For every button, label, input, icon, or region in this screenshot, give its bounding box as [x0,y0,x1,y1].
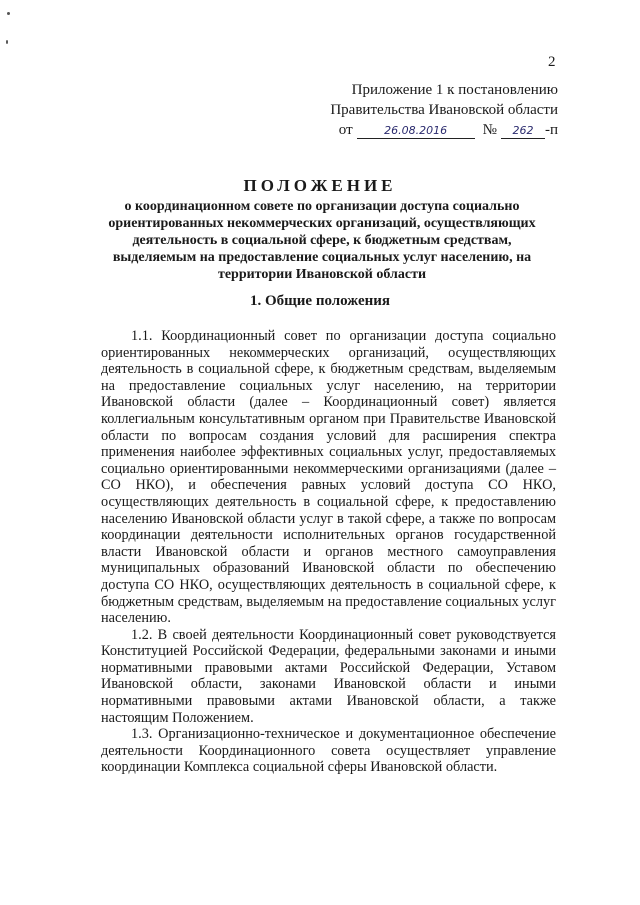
paragraph-1-3: 1.3. Организационно-техническое и документационное обеспечение деятельности Координационного совета осуществляет управление координации Комплекса социальной сферы Ивановской области. [101,726,556,776]
handwritten-date: 26.08.2016 [357,123,475,139]
number-sign: № [482,122,497,138]
appendix-date-row [330,120,558,140]
handwritten-number: 262 [501,123,545,139]
page-number: 2 [548,54,556,70]
document-title: ПОЛОЖЕНИЕ [243,176,397,195]
document-body [101,328,556,776]
scan-speck [7,12,10,15]
scan-speck [6,40,8,44]
appendix-block [330,80,558,140]
appendix-line-2: Правительства Ивановской области [330,102,558,118]
paragraph-1-2: 1.2. В своей деятельности Координационный совет руководствуется Конституцией Российской Федерации, федеральными законами и иными нормативными правовыми актами Российской Федерации, Уставом Ивановской области, законами Ивановской области и иными нормативными правовыми актами Ивановской области, а также настоящим Положением. [101,626,556,726]
number-suffix: -п [544,122,558,138]
section-heading: 1. Общие положения [249,293,391,309]
document-subtitle: о координационном совете по организации доступа социально ориентированных некоммерческих организаций, осуществляющих деятельность в социальной сфере, к бюджетным средствам, выделяемым на предоставление социальных услуг населению, на территории Ивановской области [108,199,536,282]
paragraph-1-1: 1.1. Координационный совет по организации доступа социально ориентированных некоммерческих организаций, осуществляющих деятельность в социальной сфере, к бюджетным средствам, выделяемым на предоставление социальных услуг населению, на территории Ивановской области (далее – Координационный совет) является коллегиальным консультативным органом при Правительстве Ивановской области по вопросам создания условий для расширения спектра применения наиболее эффективных социальных услуг, предоставляемых социально ориентированными некоммерческими организациями (далее – СО НКО), и обеспечения равных условий доступа СО НКО, осуществляющих деятельность в социальной сфере, к предоставлению населению Ивановской области услуг в такой сфере, а также по вопросам координации деятельности исполнительных органов государственной власти Ивановской области и органов местного самоуправления муниципальных образований Ивановской области по обеспечению доступа СО НКО, осуществляющих деятельность в социальной сфере, к бюджетным средствам, выделяемым на предоставление социальных услуг населению. [101,328,556,627]
appendix-line-1: Приложение 1 к постановлению [351,82,558,98]
date-prefix: от [338,122,353,138]
